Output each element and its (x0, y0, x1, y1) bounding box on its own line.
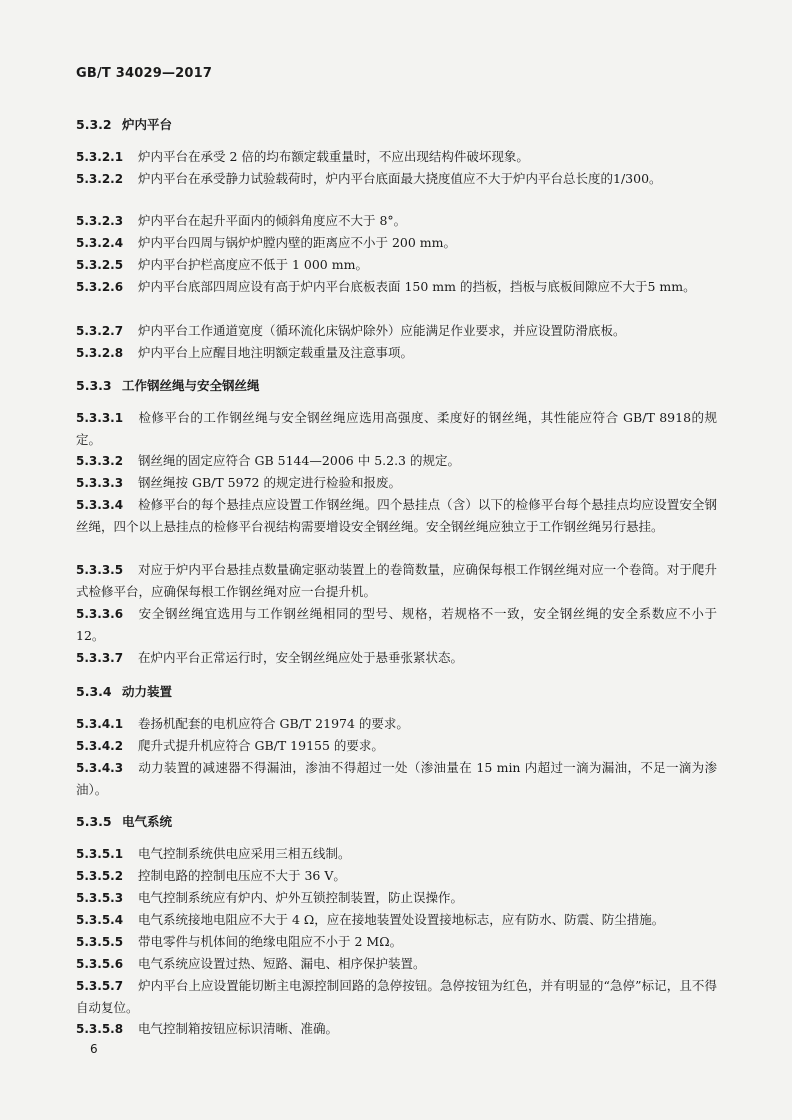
clause-text: 钢丝绳按 GB/T 5972 的规定进行检验和报废。 (138, 475, 401, 490)
clause-text: 安全钢丝绳宜选用与工作钢丝绳相同的型号、规格，若规格不一致，安全钢丝绳的安全系数应不小于 12。 (76, 606, 717, 643)
section-heading-5-3-4 (76, 684, 172, 700)
clause-5-3-5-8 (76, 1018, 717, 1040)
clause-number: 5.3.5.3 (76, 891, 124, 905)
clause-number: 5.3.5.5 (76, 935, 124, 949)
clause-number: 5.3.2.3 (76, 214, 124, 228)
clause-5-3-5-2 (76, 865, 717, 887)
clause-text: 钢丝绳的固定应符合 GB 5144—2006 中 5.2.3 的规定。 (138, 453, 460, 468)
clause-number: 5.3.3.5 (76, 563, 124, 577)
clause-5-3-2-1 (76, 146, 717, 168)
clause-5-3-2-4 (76, 232, 717, 254)
clause-5-3-3-4 (76, 494, 717, 538)
clause-5-3-2-7 (76, 320, 717, 342)
section-number: 5.3.3 (76, 378, 112, 393)
section-title: 工作钢丝绳与安全钢丝绳 (122, 378, 260, 393)
clause-text: 爬升式提升机应符合 GB/T 19155 的要求。 (138, 738, 384, 753)
clause-text: 检修平台的每个悬挂点应设置工作钢丝绳。四个悬挂点（含）以下的检修平台每个悬挂点均应设置安全钢丝绳，四个以上悬挂点的检修平台视结构需要增设安全钢丝绳。安全钢丝绳应独立于工作钢丝绳另行悬挂。 (76, 497, 717, 534)
clause-text: 检修平台的工作钢丝绳与安全钢丝绳应选用高强度、柔度好的钢丝绳，其性能应符合 GB/T 8918的规定。 (76, 410, 717, 447)
section-heading-5-3-2 (76, 117, 172, 133)
clause-text: 电气系统应设置过热、短路、漏电、相序保护装置。 (138, 956, 426, 971)
clause-text: 电气控制系统应有炉内、炉外互锁控制装置，防止误操作。 (138, 890, 464, 905)
clause-number: 5.3.5.6 (76, 957, 124, 971)
clause-5-3-5-7 (76, 975, 717, 1019)
clause-5-3-5-4 (76, 909, 717, 931)
clause-number: 5.3.2.8 (76, 346, 124, 360)
clause-text: 电气控制系统供电应采用三相五线制。 (138, 846, 351, 861)
clause-number: 5.3.3.7 (76, 651, 124, 665)
section-number: 5.3.5 (76, 814, 112, 829)
clause-number: 5.3.3.3 (76, 476, 124, 490)
clause-5-3-2-3 (76, 210, 717, 232)
clause-5-3-3-5 (76, 559, 717, 603)
clause-text: 电气控制箱按钮应标识清晰、准确。 (138, 1021, 339, 1036)
clause-text: 炉内平台四周与锅炉炉膛内壁的距离应不小于 200 mm。 (138, 235, 457, 250)
clause-number: 5.3.3.2 (76, 454, 124, 468)
clause-text: 炉内平台在起升平面内的倾斜角度应不大于 8°。 (138, 213, 407, 228)
clause-number: 5.3.4.1 (76, 717, 124, 731)
clause-5-3-4-3 (76, 757, 717, 801)
clause-number: 5.3.2.2 (76, 172, 124, 186)
clause-number: 5.3.4.2 (76, 739, 124, 753)
clause-5-3-2-6 (76, 276, 717, 298)
clause-text: 炉内平台护栏高度应不低于 1 000 mm。 (138, 257, 368, 272)
clause-number: 5.3.5.4 (76, 913, 124, 927)
clause-text: 炉内平台上应醒目地注明额定载重量及注意事项。 (138, 345, 414, 360)
clause-text: 带电零件与机体间的绝缘电阻应不小于 2 MΩ。 (138, 934, 403, 949)
clause-number: 5.3.2.7 (76, 324, 124, 338)
clause-5-3-4-2 (76, 735, 717, 757)
clause-number: 5.3.2.5 (76, 258, 124, 272)
clause-text: 炉内平台上应设置能切断主电源控制回路的急停按钮。急停按钮为红色，并有明显的“急停”标记，且不得自动复位。 (76, 978, 717, 1015)
clause-text: 炉内平台在承受静力试验载荷时，炉内平台底面最大挠度值应不大于炉内平台总长度的1/300。 (138, 171, 662, 186)
page-number: 6 (90, 1042, 98, 1056)
clause-number: 5.3.5.7 (76, 979, 124, 993)
clause-5-3-3-7 (76, 647, 717, 669)
clause-5-3-4-1 (76, 713, 717, 735)
clause-number: 5.3.2.6 (76, 280, 124, 294)
clause-number: 5.3.3.1 (76, 411, 124, 425)
section-title: 动力装置 (122, 684, 173, 699)
section-heading-5-3-3 (76, 378, 260, 394)
clause-number: 5.3.4.3 (76, 761, 124, 775)
clause-text: 炉内平台工作通道宽度（循环流化床锅炉除外）应能满足作业要求，并应设置防滑底板。 (138, 323, 626, 338)
clause-5-3-2-8 (76, 342, 717, 364)
section-title: 炉内平台 (122, 117, 173, 132)
clause-number: 5.3.5.8 (76, 1022, 124, 1036)
section-heading-5-3-5 (76, 814, 172, 830)
clause-5-3-2-5 (76, 254, 717, 276)
clause-number: 5.3.2.4 (76, 236, 124, 250)
clause-number: 5.3.5.2 (76, 869, 124, 883)
clause-text: 炉内平台底部四周应设有高于炉内平台底板表面 150 mm 的挡板，挡板与底板间隙应不大于5 mm。 (138, 279, 696, 294)
clause-text: 电气系统接地电阻应不大于 4 Ω，应在接地装置处设置接地标志，应有防水、防震、防尘措施。 (138, 912, 665, 927)
clause-5-3-3-6 (76, 603, 717, 647)
clause-number: 5.3.3.6 (76, 607, 124, 621)
clause-number: 5.3.2.1 (76, 150, 124, 164)
clause-number: 5.3.3.4 (76, 498, 124, 512)
clause-5-3-5-6 (76, 953, 717, 975)
clause-text: 炉内平台在承受 2 倍的均布额定载重量时，不应出现结构件破坏现象。 (138, 149, 529, 164)
clause-5-3-5-1 (76, 843, 717, 865)
standard-code-header: GB/T 34029—2017 (76, 66, 213, 81)
clause-text: 对应于炉内平台悬挂点数量确定驱动装置上的卷筒数量，应确保每根工作钢丝绳对应一个卷筒。对于爬升式检修平台，应确保每根工作钢丝绳对应一台提升机。 (76, 562, 717, 599)
clause-5-3-5-5 (76, 931, 717, 953)
clause-text: 卷扬机配套的电机应符合 GB/T 21974 的要求。 (138, 716, 409, 731)
clause-5-3-3-2 (76, 450, 717, 472)
clause-number: 5.3.5.1 (76, 847, 124, 861)
clause-5-3-3-1 (76, 407, 717, 451)
clause-text: 在炉内平台正常运行时，安全钢丝绳应处于悬垂张紧状态。 (138, 650, 464, 665)
section-title: 电气系统 (122, 814, 173, 829)
clause-5-3-3-3 (76, 472, 717, 494)
section-number: 5.3.4 (76, 684, 112, 699)
clause-text: 动力装置的减速器不得漏油，渗油不得超过一处（渗油量在 15 min 内超过一滴为漏油，不足一滴为渗油）。 (76, 760, 717, 797)
clause-5-3-2-2 (76, 168, 717, 190)
clause-5-3-5-3 (76, 887, 717, 909)
section-number: 5.3.2 (76, 117, 112, 132)
clause-text: 控制电路的控制电压应不大于 36 V。 (138, 868, 346, 883)
